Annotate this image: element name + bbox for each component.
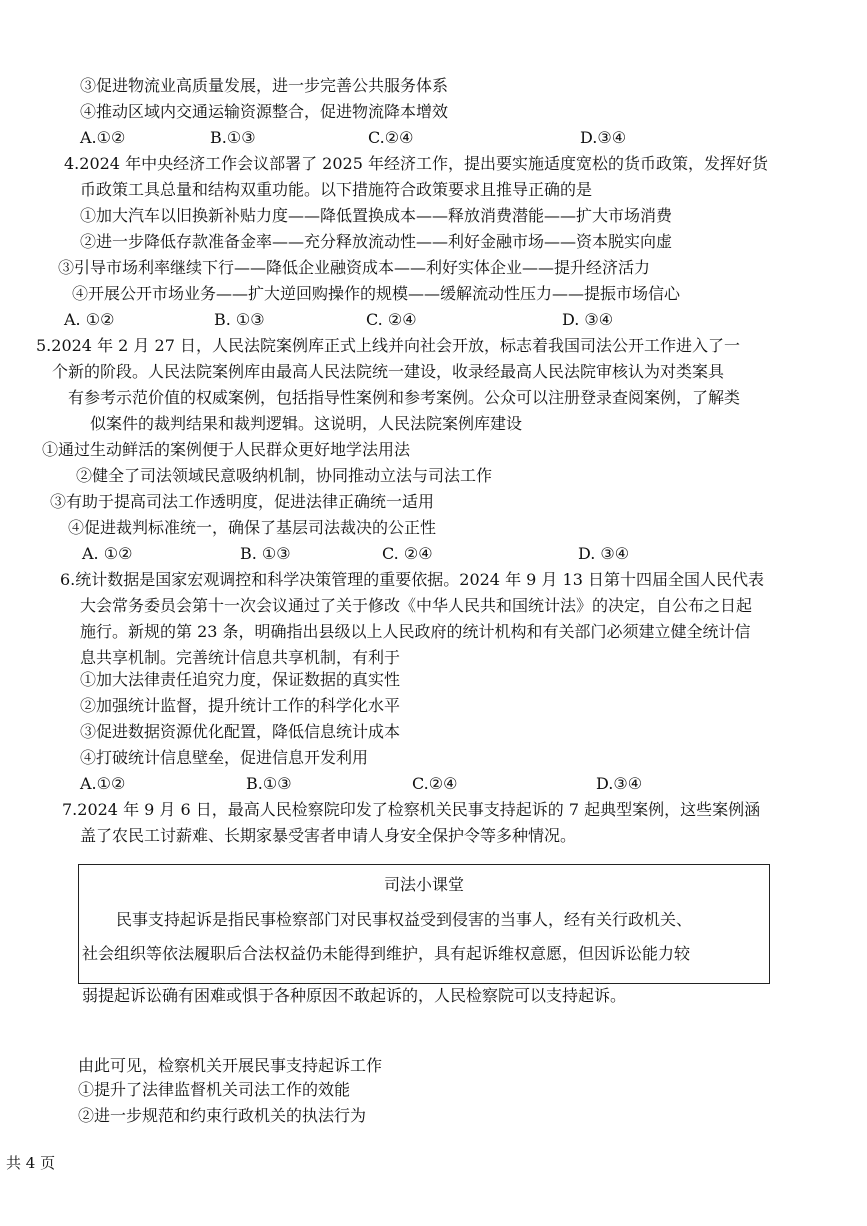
q7-stem-line-2: 盖了农民工讨薪难、长期家暴受害者申请人身安全保护令等多种情况。	[80, 826, 577, 845]
q5-item-2: ②健全了司法领域民意吸纳机制，协同推动立法与司法工作	[76, 466, 493, 485]
q6-option-d: D.③④	[596, 774, 643, 793]
q4-stem-line-2: 币政策工具总量和结构双重功能。以下措施符合政策要求且推导正确的是	[80, 180, 593, 199]
q6-stem-line-2: 大会常务委员会第十一次会议通过了关于修改《中华人民共和国统计法》的决定，自公布之日起	[80, 596, 753, 615]
q5-option-b: B. ①③	[240, 544, 291, 563]
q6-stem-line-4: 息共享机制。完善统计信息共享机制，有利于	[80, 648, 401, 667]
q4-option-a: A. ①②	[64, 310, 115, 329]
page-count: 共 4 页	[6, 1154, 56, 1172]
q5-item-1: ①通过生动鲜活的案例便于人民群众更好地学法用法	[42, 440, 411, 459]
q5-stem-line-3: 有参考示范价值的权威案例，包括指导性案例和参考案例。公众可以注册登录查阅案例，了解类	[68, 388, 741, 407]
q7-item-1: ①提升了法律监督机关司法工作的效能	[78, 1080, 351, 1099]
q6-stem-line-3: 施行。新规的第 23 条，明确指出县级以上人民政府的统计机构和有关部门必须建立健全统计信	[80, 622, 751, 641]
q6-option-a: A.①②	[80, 774, 126, 793]
q6-option-b: B.①③	[246, 774, 292, 793]
q6-option-c: C.②④	[412, 774, 458, 793]
q5-item-3: ③有助于提高司法工作透明度，促进法律正确统一适用	[50, 492, 435, 511]
q4-option-b: B. ①③	[214, 310, 265, 329]
q4-option-c: C. ②④	[366, 310, 417, 329]
q7-stem-line-1: 7.2024 年 9 月 6 日，最高人民检察院印发了检察机关民事支持起诉的 7 起典型案例，这些案例涵	[62, 800, 761, 819]
q4-item-2: ②进一步降低存款准备金率——充分释放流动性——利好金融市场——资本脱实向虚	[80, 232, 673, 251]
q3-item-3: ③促进物流业高质量发展，进一步完善公共服务体系	[80, 76, 449, 95]
q3-option-c: C.②④	[368, 128, 414, 147]
q4-option-d: D. ③④	[562, 310, 614, 329]
q4-item-4: ④开展公开市场业务——扩大逆回购操作的规模——缓解流动性压力——提振市场信心	[72, 284, 681, 303]
box-title: 司法小课堂	[383, 875, 464, 894]
q5-option-c: C. ②④	[382, 544, 433, 563]
box-line-1: 民事支持起诉是指民事检察部门对民事权益受到侵害的当事人，经有关行政机关、	[116, 910, 693, 929]
box-line-2: 社会组织等依法履职后合法权益仍未能得到维护，具有起诉维权意愿，但因诉讼能力较	[82, 944, 691, 963]
q7-item-2: ②进一步规范和约束行政机关的执法行为	[78, 1106, 367, 1125]
q6-item-1: ①加大法律责任追究力度，保证数据的真实性	[80, 670, 401, 689]
q3-option-b: B.①③	[210, 128, 256, 147]
q4-item-1: ①加大汽车以旧换新补贴力度——降低置换成本——释放消费潜能——扩大市场消费	[80, 206, 673, 225]
q5-stem-line-4: 似案件的裁判结果和裁判逻辑。这说明，人民法院案例库建设	[90, 414, 523, 433]
q5-stem-line-1: 5.2024 年 2 月 27 日，人民法院案例库正式上线并向社会开放，标志着我国司法公开工作进入了一	[36, 336, 740, 355]
q3-item-4: ④推动区域内交通运输资源整合，促进物流降本增效	[80, 102, 449, 121]
box-line-3: 弱提起诉讼确有困难或惧于各种原因不敢起诉的，人民检察院可以支持起诉。	[82, 986, 627, 1005]
q6-item-4: ④打破统计信息壁垒，促进信息开发利用	[80, 748, 369, 767]
q3-option-d: D.③④	[580, 128, 627, 147]
q5-item-4: ④促进裁判标准统一，确保了基层司法裁决的公正性	[68, 518, 437, 537]
q5-stem-line-2: 个新的阶段。人民法院案例库由最高人民法院统一建设，收录经最高人民法院审核认为对类案具	[52, 362, 725, 381]
q6-item-2: ②加强统计监督，提升统计工作的科学化水平	[80, 696, 401, 715]
q4-item-3: ③引导市场利率继续下行——降低企业融资成本——利好实体企业——提升经济活力	[58, 258, 651, 277]
q7-lead: 由此可见，检察机关开展民事支持起诉工作	[78, 1056, 383, 1075]
q6-stem-line-1: 6.统计数据是国家宏观调控和科学决策管理的重要依据。2024 年 9 月 13 日第十四届全国人民代表	[60, 570, 764, 589]
q6-item-3: ③促进数据资源优化配置，降低信息统计成本	[80, 722, 401, 741]
q5-option-d: D. ③④	[578, 544, 630, 563]
q3-option-a: A.①②	[80, 128, 126, 147]
q4-stem-line-1: 4.2024 年中央经济工作会议部署了 2025 年经济工作，提出要实施适度宽松的货币政策，发挥好货	[64, 154, 768, 173]
q5-option-a: A. ①②	[82, 544, 133, 563]
